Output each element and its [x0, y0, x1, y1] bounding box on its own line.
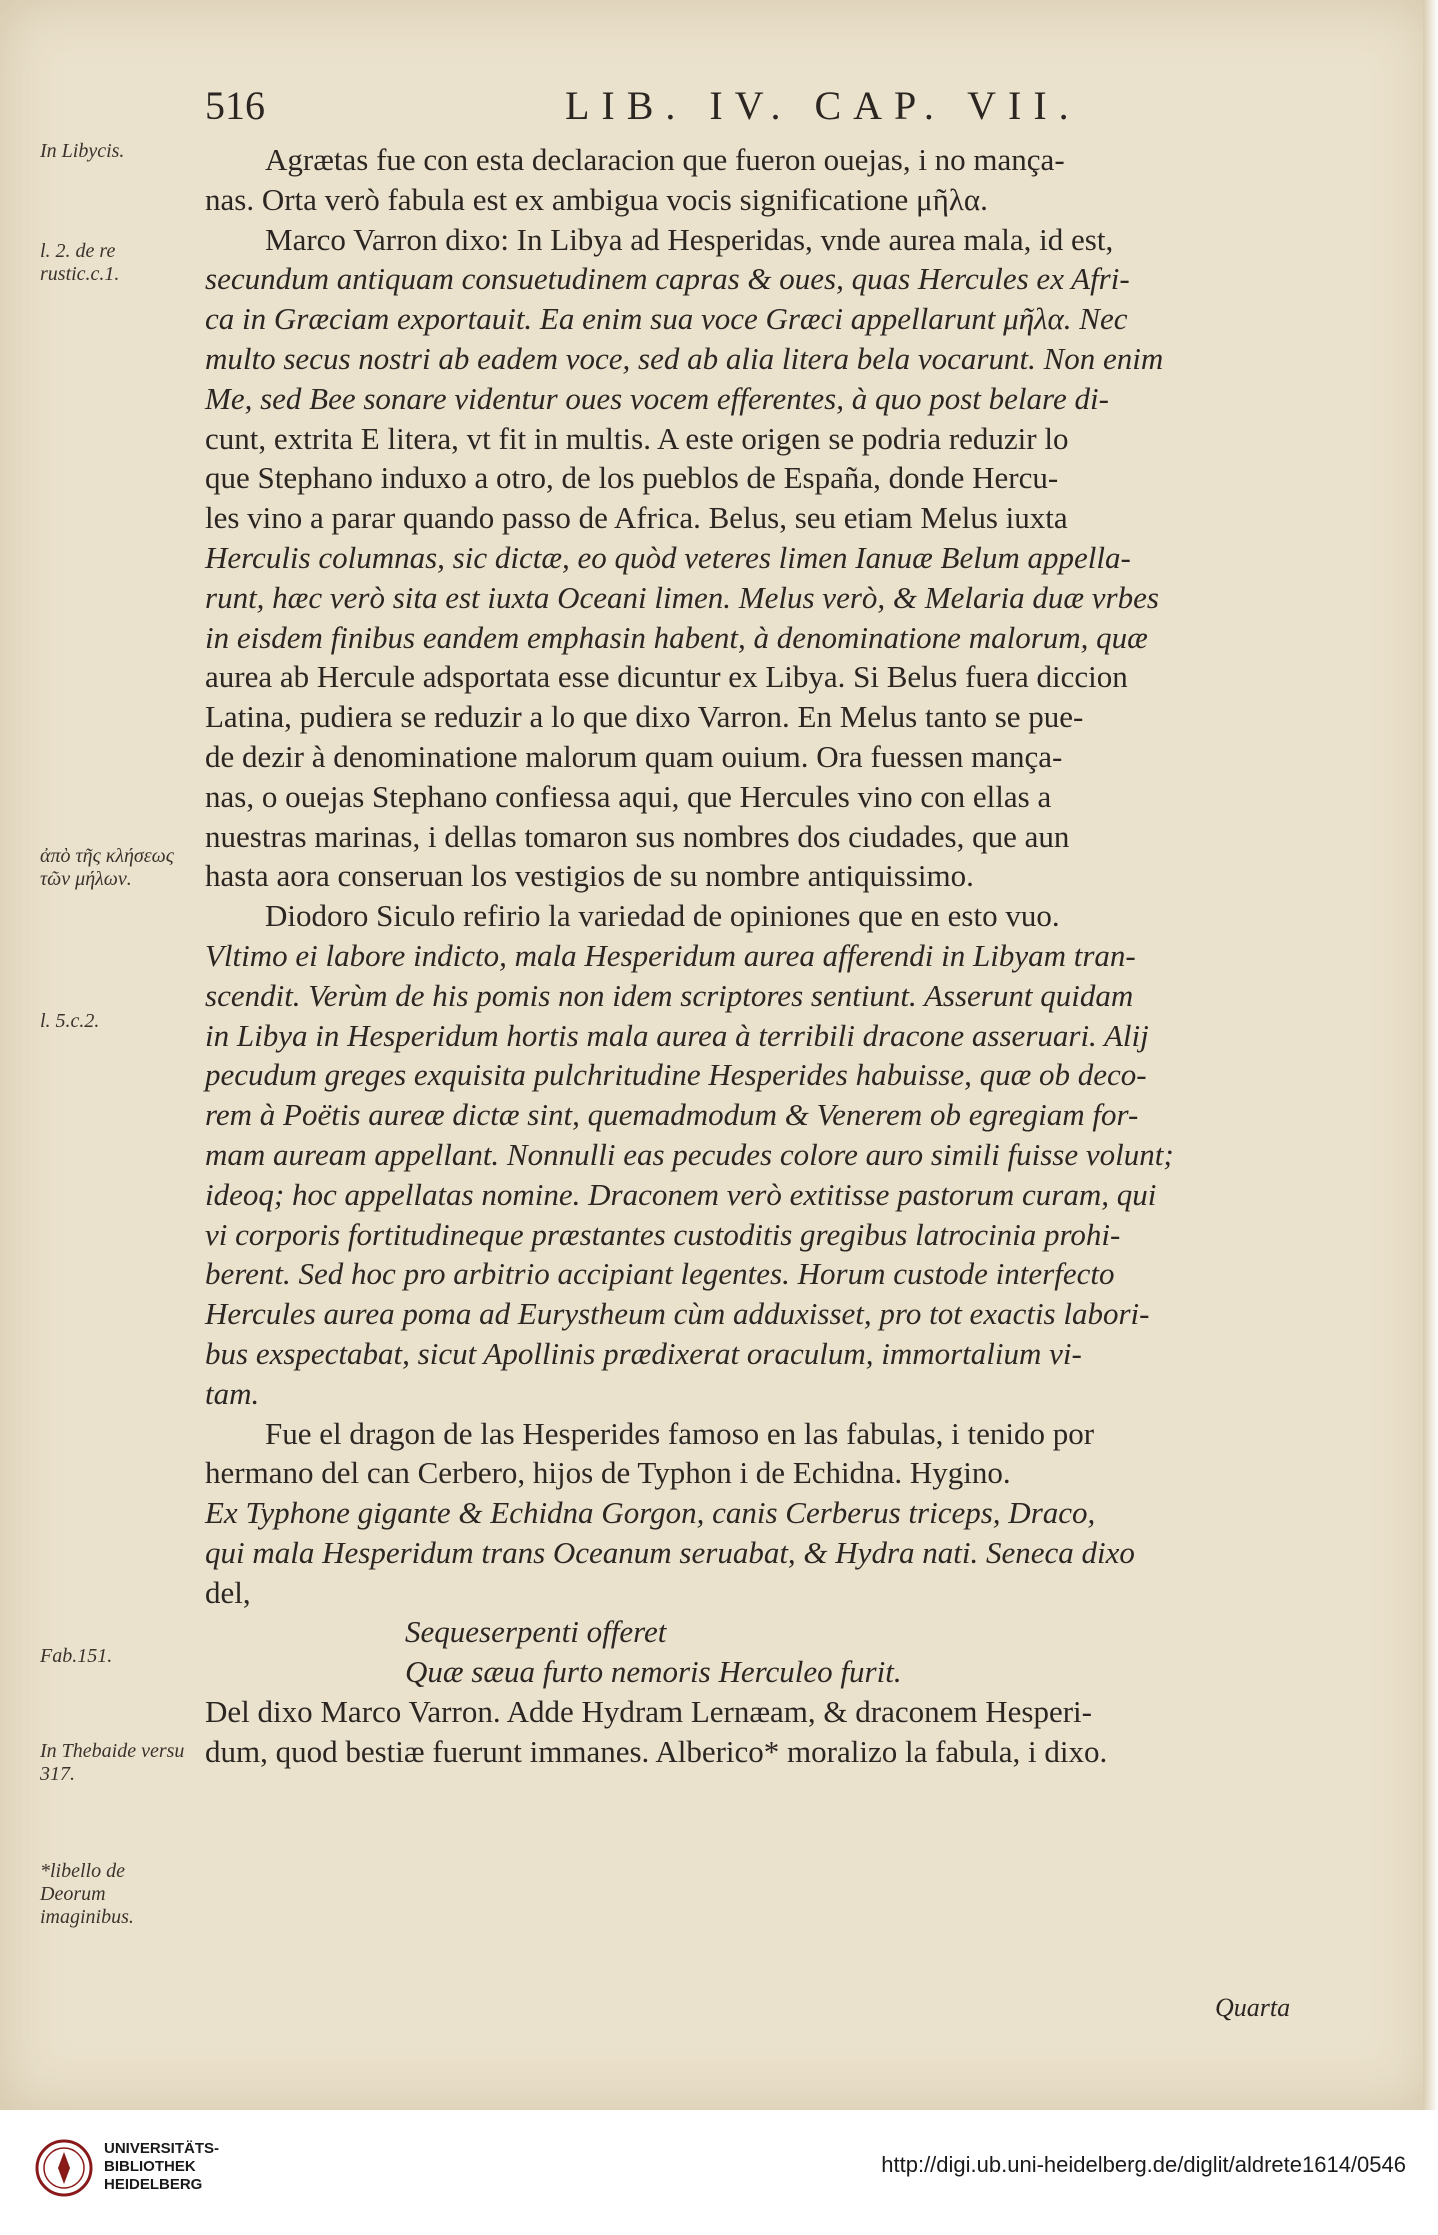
text-line: secundum antiquam consuetudinem capras & oues, quas Hercules ex Afri- — [205, 261, 1130, 297]
text-line: Marco Varron dixo: In Libya ad Hesperidas, vnde aurea mala, id est, — [265, 221, 1114, 257]
text-line: mam auream appellant. Nonnulli eas pecudes colore auro simili fuisse volunt; — [205, 1136, 1174, 1172]
text-line: nas, o ouejas Stephano confiessa aqui, que Hercules vino con ellas a — [205, 778, 1052, 814]
text-line: Latina, pudiera se reduzir a lo que dixo Varron. En Melus tanto se pue- — [205, 699, 1084, 735]
page-number: 516 — [205, 83, 265, 128]
text-line: ideoq; hoc appellatas nomine. Draconem verò extitisse pastorum curam, qui — [205, 1176, 1157, 1212]
text-line: ca in Græciam exportauit. Ea enim sua voce Græci appellarunt μῆλα. Nec — [205, 301, 1128, 337]
text-line: hermano del can Cerbero, hijos de Typhon i de Echidna. Hygino. — [205, 1455, 1011, 1491]
text-line: nas. Orta verò fabula est ex ambigua vocis significatione μῆλα. — [205, 181, 988, 217]
text-line: del, — [205, 1574, 251, 1610]
catchword: Quarta — [1215, 1993, 1291, 2022]
text-line: pecudum greges exquisita pulchritudine Hesperides habuisse, quæ ob deco- — [205, 1057, 1147, 1093]
page-body — [205, 140, 1355, 1772]
text-line: Diodoro Siculo refirio la variedad de opiniones que en esto vuo. — [265, 898, 1060, 934]
text-line: Sequeserpenti offeret — [405, 1614, 667, 1650]
text-line: Fue el dragon de las Hesperides famoso en las fabulas, i tenido por — [265, 1415, 1095, 1451]
library-name-line: UNIVERSITÄTS- — [104, 2140, 220, 2157]
margin-note: *libello de Deorum imaginibus. — [40, 1860, 134, 1928]
text-line: Quæ sæua furto nemoris Herculeo furit. — [405, 1654, 902, 1690]
text-line: Herculis columnas, sic dictæ, eo quòd veteres limen Ianuæ Belum appella- — [205, 539, 1131, 575]
margin-note: l. 2. de re rustic.c.1. — [40, 240, 120, 285]
margin-note: In Thebaide versu 317. — [40, 1740, 185, 1785]
text-line: qui mala Hesperidum trans Oceanum seruabat, & Hydra nati. Seneca dixo — [205, 1534, 1135, 1570]
viewer-footer — [0, 2110, 1438, 2235]
text-line: multo secus nostri ab eadem voce, sed ab alia litera bela vocarunt. Non enim — [205, 340, 1164, 376]
text-line: que Stephano induxo a otro, de los pueblos de España, donde Hercu- — [205, 460, 1059, 496]
text-line: cunt, extrita E litera, vt fit in multis. A este origen se podria reduzir lo — [205, 420, 1069, 456]
margin-note: In Libycis. — [40, 140, 125, 162]
text-line: Ex Typhone gigante & Echidna Gorgon, canis Cerberus triceps, Draco, — [205, 1495, 1096, 1531]
page-header — [0, 82, 1433, 142]
university-seal-icon — [34, 2138, 94, 2198]
running-head: LIB. IV. CAP. VII. — [565, 83, 1081, 128]
text-line: aurea ab Hercule adsportata esse dicuntur ex Libya. Si Belus fuera diccion — [205, 659, 1128, 695]
text-line: Me, sed Bee sonare videntur oues vocem efferentes, à quo post belare di- — [205, 380, 1109, 416]
text-line: hasta aora conseruan los vestigios de su nombre antiquissimo. — [205, 858, 974, 894]
text-line: in Libya in Hesperidum hortis mala aurea à terribili dracone asseruari. Alij — [205, 1017, 1149, 1053]
text-line: Hercules aurea poma ad Eurystheum cùm adduxisset, pro tot exactis labori- — [205, 1296, 1150, 1332]
text-line: Agrætas fue con esta declaracion que fueron ouejas, i no mança- — [265, 142, 1065, 177]
text-line: tam. — [205, 1375, 260, 1411]
text-line: les vino a parar quando passo de Africa. Belus, seu etiam Melus iuxta — [205, 500, 1068, 536]
text-line: Del dixo Marco Varron. Adde Hydram Lernæam, & draconem Hesperi- — [205, 1694, 1092, 1730]
text-line: de dezir à denominatione malorum quam ouium. Ora fuessen mança- — [205, 738, 1063, 774]
text-line: dum, quod bestiæ fuerunt immanes. Alberico* moralizo la fabula, i dixo. — [205, 1733, 1108, 1769]
margin-note: l. 5.c.2. — [40, 1010, 100, 1032]
text-line: vi corporis fortitudineque præstantes custoditis gregibus latrocinia prohi- — [205, 1216, 1121, 1252]
scan-edge — [1423, 0, 1438, 2110]
margin-note: Fab.151. — [40, 1645, 113, 1667]
permalink-url[interactable]: http://digi.ub.uni-heidelberg.de/diglit/aldrete1614/0546 — [881, 2152, 1406, 2177]
text-line: nuestras marinas, i dellas tomaron sus nombres dos ciudades, que aun — [205, 818, 1070, 854]
text-line: runt, hæc verò sita est iuxta Oceani limen. Melus verò, & Melaria duæ vrbes — [205, 579, 1159, 615]
library-name-line: HEIDELBERG — [104, 2176, 203, 2193]
text-line: in eisdem finibus eandem emphasin habent, à denominatione malorum, quæ — [205, 619, 1148, 655]
text-line: berent. Sed hoc pro arbitrio accipiant legentes. Horum custode interfecto — [205, 1256, 1115, 1292]
text-line: bus exspectabat, sicut Apollinis prædixerat oraculum, immortalium vi- — [205, 1335, 1082, 1371]
library-name-line: BIBLIOTHEK — [104, 2158, 196, 2175]
text-line: scendit. Verùm de his pomis non idem scriptores sentiunt. Asserunt quidam — [205, 977, 1134, 1013]
margin-note: ἀπὸ τῆς κλήσεως τῶν μήλων. — [40, 845, 174, 890]
text-line: rem à Poëtis aureæ dictæ sint, quemadmodum & Venerem ob egregiam for- — [205, 1097, 1139, 1133]
library-name — [104, 2140, 219, 2194]
text-line: Vltimo ei labore indicto, mala Hesperidum aurea afferendi in Libyam tran- — [205, 937, 1136, 973]
